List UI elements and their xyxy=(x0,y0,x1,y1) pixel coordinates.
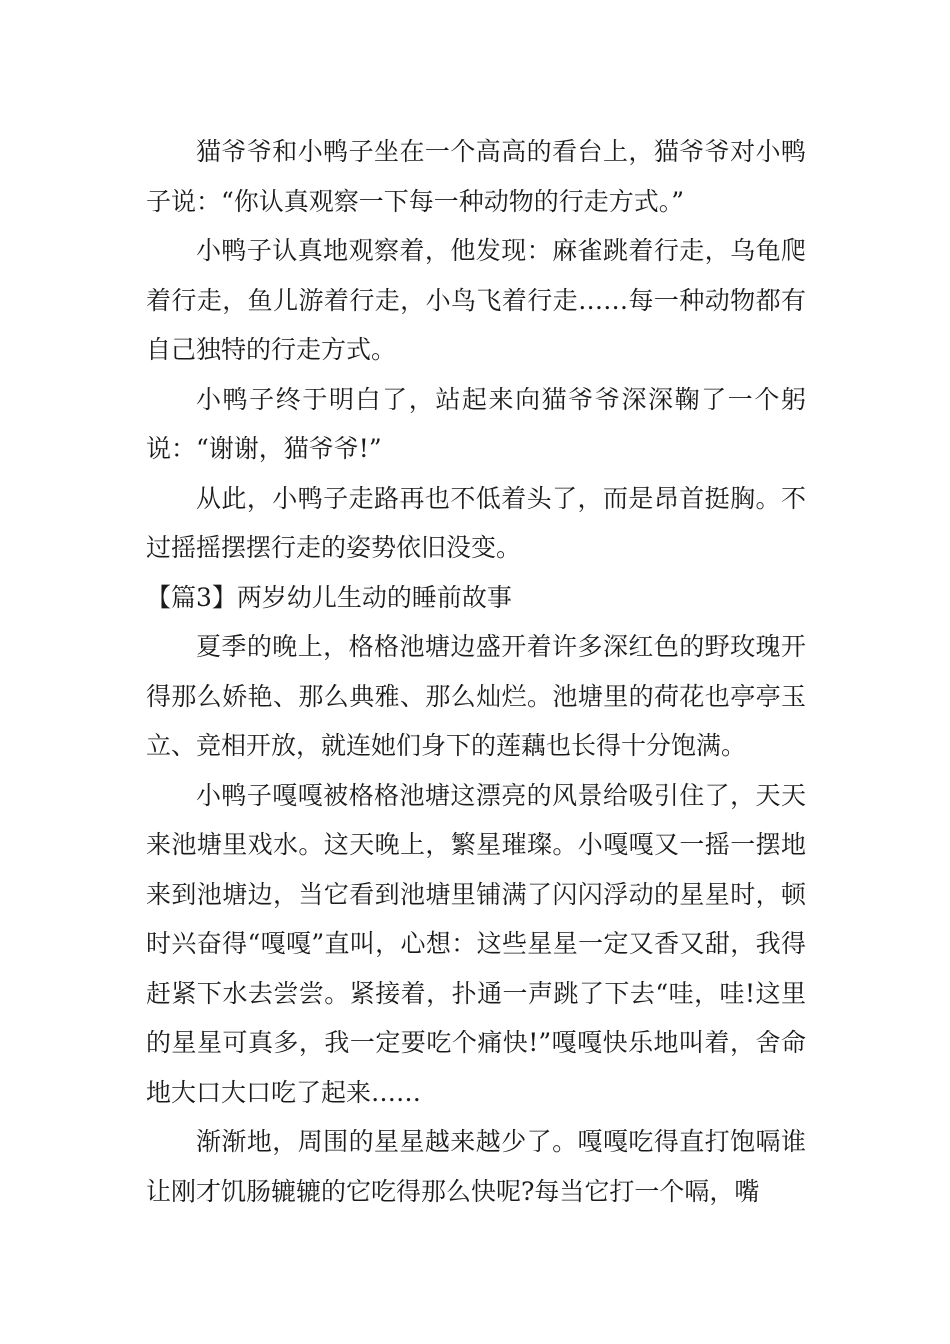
paragraph: 小鸭子终于明白了，站起来向猫爷爷深深鞠了一个躬说：“谢谢，猫爷爷!” xyxy=(146,384,806,463)
document-page xyxy=(146,127,806,1216)
paragraph: 渐渐地，周围的星星越来越少了。嘎嘎吃得直打饱嗝谁让刚才饥肠辘辘的它吃得那么快呢?每当它打一个嗝，嘴 xyxy=(146,1127,806,1206)
paragraph: 小鸭子嘎嘎被格格池塘这漂亮的风景给吸引住了，天天来池塘里戏水。这天晚上，繁星璀璨。小嘎嘎又一摇一摆地来到池塘边，当它看到池塘里铺满了闪闪浮动的星星时，顿时兴奋得“嘎嘎”直叫，心想：这些星星一定又香又甜，我得赶紧下水去尝尝。紧接着，扑通一声跳了下去“哇，哇!这里的星星可真多，我一定要吃个痛快!”嘎嘎快乐地叫着，舍命地大口大口吃了起来…… xyxy=(146,780,806,1107)
paragraph: 从此，小鸭子走路再也不低着头了，而是昂首挺胸。不过摇摇摆摆行走的姿势依旧没变。 xyxy=(146,483,806,562)
paragraph: 小鸭子认真地观察着，他发现：麻雀跳着行走，乌龟爬着行走，鱼儿游着行走，小鸟飞着行走……每一种动物都有自己独特的行走方式。 xyxy=(146,236,806,364)
paragraph: 猫爷爷和小鸭子坐在一个高高的看台上，猫爷爷对小鸭子说：“你认真观察一下每一种动物的行走方式。” xyxy=(146,137,806,216)
paragraph: 夏季的晚上，格格池塘边盛开着许多深红色的野玫瑰开得那么娇艳、那么典雅、那么灿烂。池塘里的荷花也亭亭玉立、竞相开放，就连她们身下的莲藕也长得十分饱满。 xyxy=(146,632,806,760)
section-heading: 【篇3】两岁幼儿生动的睡前故事 xyxy=(146,582,512,612)
